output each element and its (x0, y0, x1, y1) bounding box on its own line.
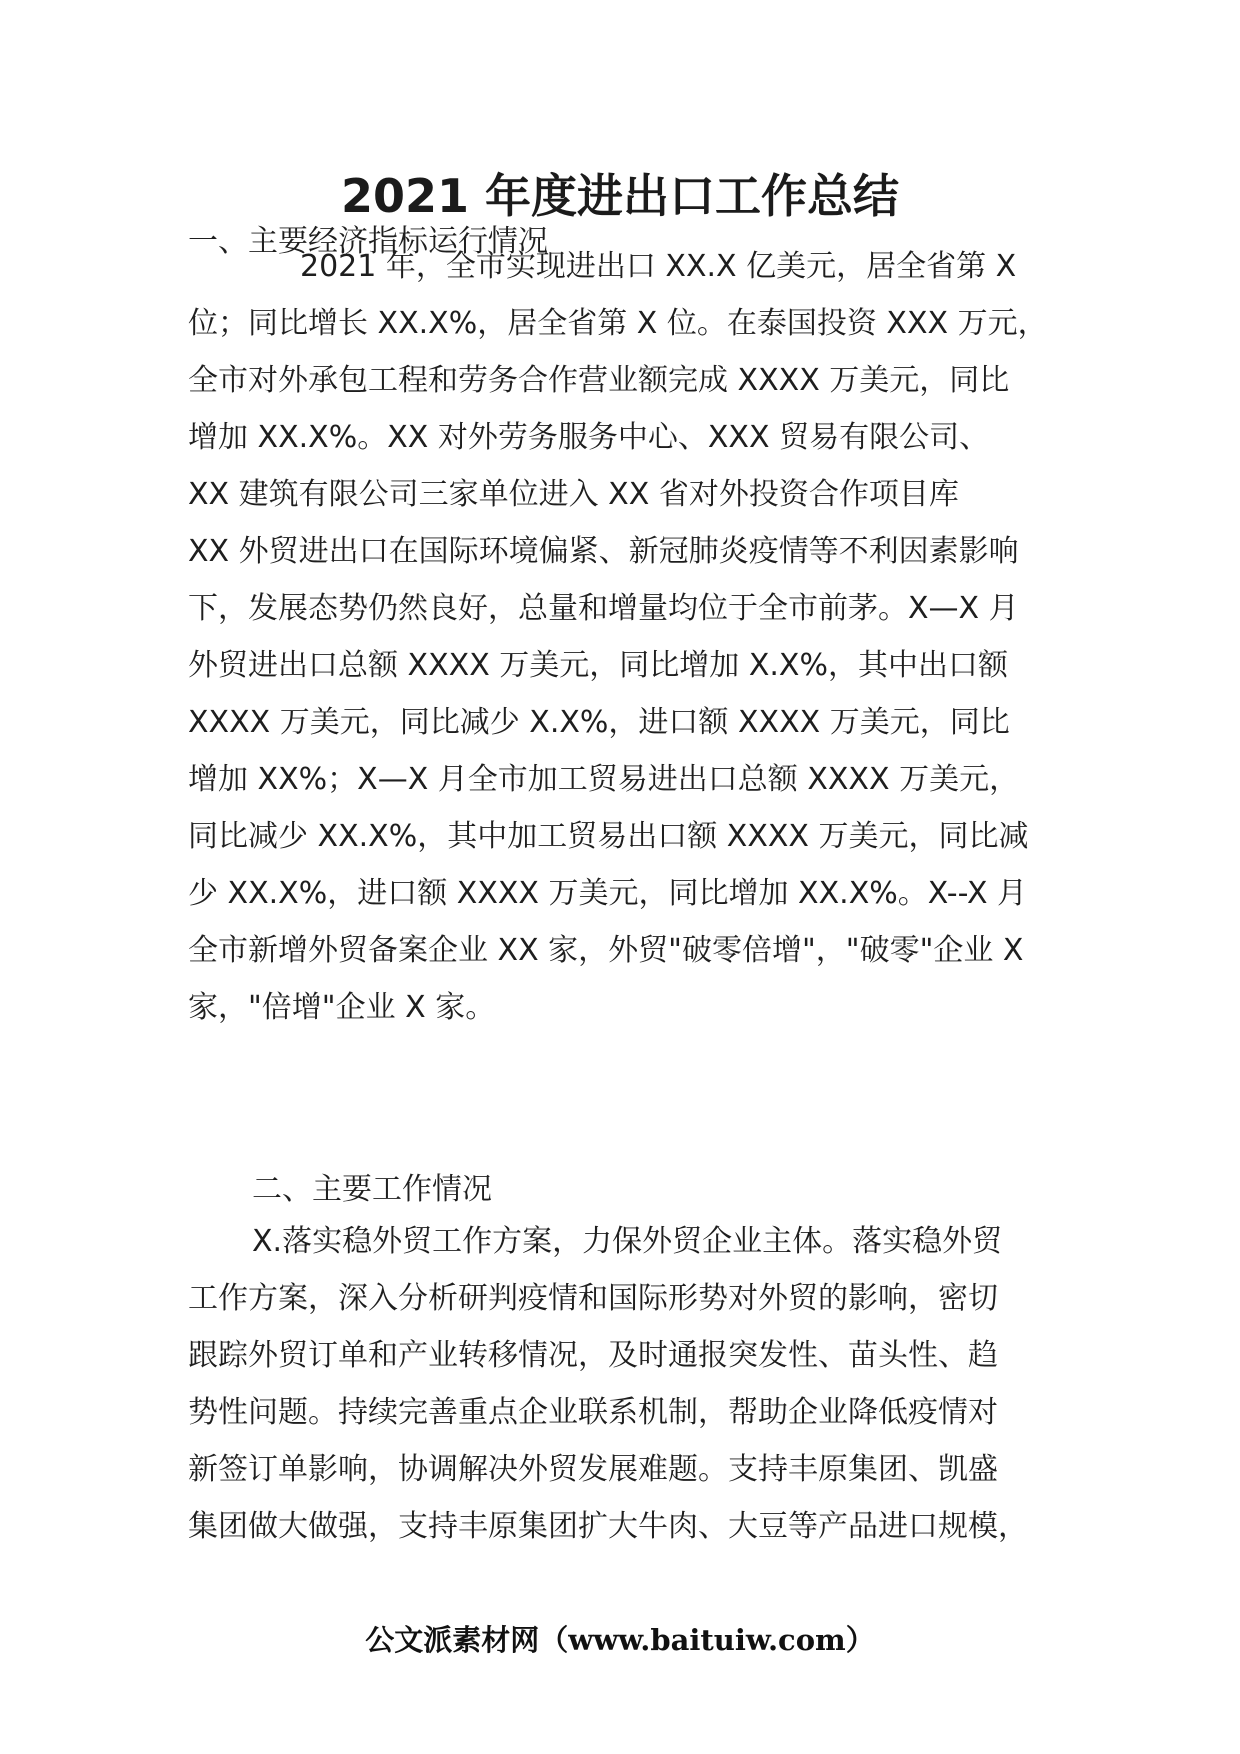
paragraph-line: 跟踪外贸订单和产业转移情况，及时通报突发性、苗头性、趋 (188, 1338, 998, 1373)
paragraph-line: 新签订单影响，协调解决外贸发展难题。支持丰原集团、凯盛 (188, 1452, 998, 1487)
paragraph-line: 家，"倍增"企业 X 家。 (188, 990, 496, 1025)
paragraph-line: 势性问题。持续完善重点企业联系机制，帮助企业降低疫情对 (188, 1395, 998, 1430)
paragraph-line: XX 外贸进出口在国际环境偏紧、新冠肺炎疫情等不利因素影响 (188, 534, 1019, 569)
paragraph-line: XX 建筑有限公司三家单位进入 XX 省对外投资合作项目库 (188, 477, 959, 512)
paragraph-line: 少 XX.X%，进口额 XXXX 万美元，同比增加 XX.X%。X--X 月 (188, 876, 1028, 911)
paragraph-line: 工作方案，深入分析研判疫情和国际形势对外贸的影响，密切 (188, 1281, 998, 1316)
document-title: 2021 年度进出口工作总结 (340, 169, 900, 223)
footer-source: 公文派素材网（www.baituiw.com） (365, 1623, 875, 1657)
paragraph-line: 全市对外承包工程和劳务合作营业额完成 XXXX 万美元，同比 (188, 363, 1010, 398)
paragraph-line: 外贸进出口总额 XXXX 万美元，同比增加 X.X%，其中出口额 (188, 648, 1008, 683)
section-heading-economic-indicators: 一、主要经济指标运行情况 (188, 224, 548, 259)
paragraph-line: 同比减少 XX.X%，其中加工贸易出口额 XXXX 万美元，同比减 (188, 819, 1029, 854)
paragraph-line: 集团做大做强，支持丰原集团扩大牛肉、大豆等产品进口规模， (188, 1509, 1028, 1544)
paragraph-line: X.落实稳外贸工作方案，力保外贸企业主体。落实稳外贸 (252, 1224, 1003, 1259)
paragraph-line: 增加 XX.X%。XX 对外劳务服务中心、XXX 贸易有限公司、 (188, 420, 990, 455)
section-heading-main-work: 二、主要工作情况 (252, 1172, 492, 1207)
paragraph-line: 增加 XX%；X—X 月全市加工贸易进出口总额 XXXX 万美元， (188, 762, 1020, 797)
paragraph-line: 位；同比增长 XX.X%，居全省第 X 位。在泰国投资 XXX 万元， (188, 306, 1048, 341)
paragraph-line: 下，发展态势仍然良好，总量和增量均位于全市前茅。X—X 月 (188, 591, 1019, 626)
paragraph-line: 2021 年，全市实现进出口 XX.X 亿美元，居全省第 X (300, 249, 1017, 284)
paragraph-line: 全市新增外贸备案企业 XX 家，外贸"破零倍增"，"破零"企业 X (188, 933, 1024, 968)
paragraph-line: XXXX 万美元，同比减少 X.X%，进口额 XXXX 万美元，同比 (188, 705, 1010, 740)
